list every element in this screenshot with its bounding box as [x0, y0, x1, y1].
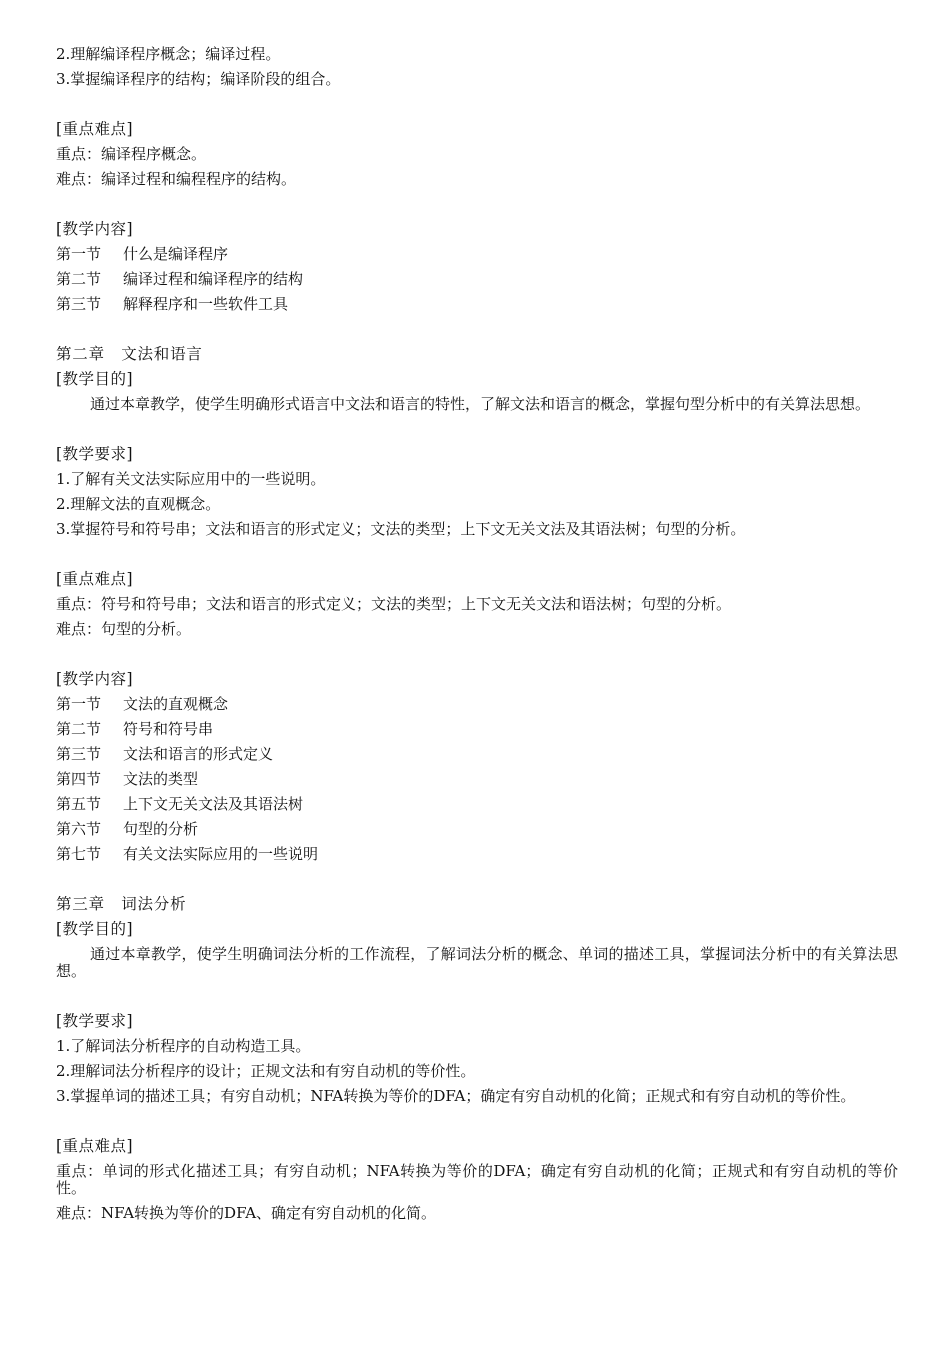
section-number: 第三节: [56, 745, 102, 763]
section-title: 解释程序和一些软件工具: [123, 295, 289, 313]
section-title: 有关文法实际应用的一些说明: [123, 845, 319, 863]
ch2-goal-text: 通过本章教学，使学生明确形式语言中文法和语言的特性，了解文法和语言的概念，掌握句型分析中的有关算法思想。: [90, 395, 871, 413]
ch1-req-line-2: 2.理解编译程序概念；编译过程。: [56, 45, 281, 63]
ch2-section-2: [56, 717, 898, 742]
ch3-goal-text: 通过本章教学，使学生明确词法分析的工作流程，了解词法分析的概念、单词的描述工具，掌握词法分析中的有关算法思想。: [56, 945, 898, 980]
ch2-key-heading: [重点难点]: [56, 570, 134, 588]
ch1-key-heading: [重点难点]: [56, 120, 134, 138]
ch2-section-3: [56, 742, 898, 767]
ch1-difficulties: 难点：编译过程和编程程序的结构。: [56, 170, 297, 188]
section-number: 第四节: [56, 770, 102, 788]
ch2-difficulties: 难点：句型的分析。: [56, 620, 192, 638]
ch2-section-1: [56, 692, 898, 717]
section-number: 第二节: [56, 270, 102, 288]
section-title: 编译过程和编译程序的结构: [123, 270, 304, 288]
ch2-req-line-3: 3.掌握符号和符号串；文法和语言的形式定义；文法的类型；上下文无关文法及其语法树；句型的分析。: [56, 520, 746, 538]
ch2-req-line-2: 2.理解文法的直观概念。: [56, 495, 221, 513]
ch2-title: 第二章 文法和语言: [56, 345, 203, 363]
ch3-key-heading: [重点难点]: [56, 1137, 134, 1155]
section-number: 第三节: [56, 295, 102, 313]
section-title: 文法和语言的形式定义: [123, 745, 274, 763]
ch3-req-line-2: 2.理解词法分析程序的设计；正规文法和有穷自动机的等价性。: [56, 1062, 476, 1080]
ch3-goal-heading: [教学目的]: [56, 920, 134, 938]
syllabus-page: [56, 42, 898, 1226]
ch1-key-points: 重点：编译程序概念。: [56, 145, 207, 163]
section-number: 第二节: [56, 720, 102, 738]
ch1-req-line-3: 3.掌握编译程序的结构；编译阶段的组合。: [56, 70, 341, 88]
ch3-req-line-3: 3.掌握单词的描述工具；有穷自动机；NFA转换为等价的DFA；确定有穷自动机的化简；正规式和有穷自动机的等价性。: [56, 1087, 856, 1105]
ch3-title: 第三章 词法分析: [56, 895, 187, 913]
ch2-section-7: [56, 842, 898, 867]
section-number: 第一节: [56, 245, 102, 263]
ch1-content-heading: [教学内容]: [56, 220, 134, 238]
ch2-req-heading: [教学要求]: [56, 445, 134, 463]
section-title: 上下文无关文法及其语法树: [123, 795, 304, 813]
section-number: 第六节: [56, 820, 102, 838]
ch2-section-6: [56, 817, 898, 842]
ch3-key-points: 重点：单词的形式化描述工具；有穷自动机；NFA转换为等价的DFA；确定有穷自动机的化简；正规式和有穷自动机的等价性。: [56, 1162, 898, 1197]
ch2-goal-heading: [教学目的]: [56, 370, 134, 388]
ch2-section-4: [56, 767, 898, 792]
ch1-section-3: [56, 292, 898, 317]
ch2-key-points: 重点：符号和符号串；文法和语言的形式定义；文法的类型；上下文无关文法和语法树；句型的分析。: [56, 595, 732, 613]
ch3-req-heading: [教学要求]: [56, 1012, 134, 1030]
ch2-section-5: [56, 792, 898, 817]
section-title: 什么是编译程序: [123, 245, 229, 263]
ch3-req-line-1: 1.了解词法分析程序的自动构造工具。: [56, 1037, 311, 1055]
section-title: 符号和符号串: [123, 720, 214, 738]
ch1-section-1: [56, 242, 898, 267]
ch2-content-heading: [教学内容]: [56, 670, 134, 688]
section-number: 第七节: [56, 845, 102, 863]
ch2-req-line-1: 1.了解有关文法实际应用中的一些说明。: [56, 470, 326, 488]
section-title: 句型的分析: [123, 820, 199, 838]
section-title: 文法的直观概念: [123, 695, 229, 713]
ch3-difficulties: 难点：NFA转换为等价的DFA、确定有穷自动机的化简。: [56, 1204, 437, 1222]
ch1-section-2: [56, 267, 898, 292]
section-number: 第一节: [56, 695, 102, 713]
section-title: 文法的类型: [123, 770, 199, 788]
section-number: 第五节: [56, 795, 102, 813]
